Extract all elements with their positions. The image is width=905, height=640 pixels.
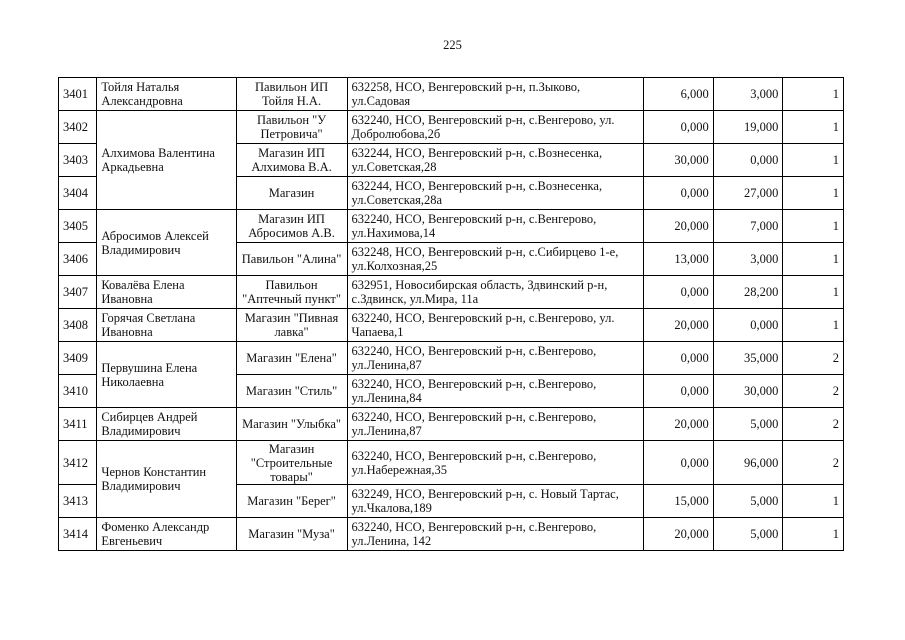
value-1: 20,000	[644, 408, 714, 441]
object-name: Магазин "Берег"	[236, 485, 347, 518]
owner-name: Фоменко Александр Евгеньевич	[97, 518, 236, 551]
value-1: 6,000	[644, 78, 714, 111]
owner-name: Алхимова Валентина Аркадьевна	[97, 111, 236, 210]
object-address: 632258, НСО, Венгеровский р-н, п.Зыково, ул.Садовая	[347, 78, 644, 111]
value-2: 5,000	[713, 518, 783, 551]
object-name: Магазин "Строительные товары"	[236, 441, 347, 485]
value-2: 96,000	[713, 441, 783, 485]
table-row	[59, 518, 844, 551]
object-name: Магазин ИП Алхимова В.А.	[236, 144, 347, 177]
value-2: 3,000	[713, 78, 783, 111]
registry-table	[58, 77, 844, 551]
row-number: 3411	[59, 408, 97, 441]
object-name: Магазин "Стиль"	[236, 375, 347, 408]
object-address: 632240, НСО, Венгеровский р-н, с.Венгерово, ул. Добролюбова,2б	[347, 111, 644, 144]
value-2: 5,000	[713, 485, 783, 518]
owner-name: Первушина Елена Николаевна	[97, 342, 236, 408]
object-name: Магазин ИП Абросимов А.В.	[236, 210, 347, 243]
value-1: 13,000	[644, 243, 714, 276]
object-name: Магазин "Улыбка"	[236, 408, 347, 441]
value-2: 7,000	[713, 210, 783, 243]
value-3: 1	[783, 276, 844, 309]
page-number: 225	[443, 38, 462, 52]
object-address: 632240, НСО, Венгеровский р-н, с.Венгерово, ул.Набережная,35	[347, 441, 644, 485]
row-number: 3413	[59, 485, 97, 518]
object-address: 632240, НСО, Венгеровский р-н, с.Венгерово, ул. Чапаева,1	[347, 309, 644, 342]
object-name: Павильон "Аптечный пункт"	[236, 276, 347, 309]
value-2: 5,000	[713, 408, 783, 441]
value-3: 1	[783, 78, 844, 111]
value-3: 1	[783, 210, 844, 243]
value-2: 19,000	[713, 111, 783, 144]
table-row	[59, 78, 844, 111]
row-number: 3414	[59, 518, 97, 551]
object-name: Павильон "Алина"	[236, 243, 347, 276]
value-1: 20,000	[644, 309, 714, 342]
value-3: 2	[783, 342, 844, 375]
object-address: 632240, НСО, Венгеровский р-н, с.Венгерово, ул.Ленина,84	[347, 375, 644, 408]
object-address: 632244, НСО, Венгеровский р-н, с.Вознесенка, ул.Советская,28а	[347, 177, 644, 210]
object-address: 632240, НСО, Венгеровский р-н, с.Венгерово, ул.Ленина, 142	[347, 518, 644, 551]
value-3: 1	[783, 518, 844, 551]
owner-name: Абросимов Алексей Владимирович	[97, 210, 236, 276]
value-2: 27,000	[713, 177, 783, 210]
value-3: 1	[783, 485, 844, 518]
object-name: Магазин "Пивная лавка"	[236, 309, 347, 342]
value-2: 35,000	[713, 342, 783, 375]
value-3: 1	[783, 177, 844, 210]
value-2: 28,200	[713, 276, 783, 309]
object-name: Магазин "Елена"	[236, 342, 347, 375]
object-address: 632240, НСО, Венгеровский р-н, с.Венгерово, ул.Нахимова,14	[347, 210, 644, 243]
row-number: 3404	[59, 177, 97, 210]
value-2: 3,000	[713, 243, 783, 276]
table-row	[59, 276, 844, 309]
value-1: 0,000	[644, 177, 714, 210]
table-row	[59, 309, 844, 342]
value-3: 1	[783, 243, 844, 276]
row-number: 3407	[59, 276, 97, 309]
value-1: 0,000	[644, 375, 714, 408]
row-number: 3403	[59, 144, 97, 177]
row-number: 3402	[59, 111, 97, 144]
row-number: 3406	[59, 243, 97, 276]
value-1: 20,000	[644, 518, 714, 551]
value-1: 20,000	[644, 210, 714, 243]
table-row	[59, 111, 844, 144]
owner-name: Горячая Светлана Ивановна	[97, 309, 236, 342]
table-row	[59, 342, 844, 375]
value-1: 0,000	[644, 342, 714, 375]
owner-name: Ковалёва Елена Ивановна	[97, 276, 236, 309]
value-3: 1	[783, 309, 844, 342]
object-address: 632249, НСО, Венгеровский р-н, с. Новый Тартас, ул.Чкалова,189	[347, 485, 644, 518]
row-number: 3401	[59, 78, 97, 111]
row-number: 3409	[59, 342, 97, 375]
table-row	[59, 408, 844, 441]
object-name: Магазин "Муза"	[236, 518, 347, 551]
value-3: 2	[783, 441, 844, 485]
owner-name: Чернов Константин Владимирович	[97, 441, 236, 518]
object-address: 632248, НСО, Венгеровский р-н, с.Сибирцево 1-е, ул.Колхозная,25	[347, 243, 644, 276]
object-address: 632240, НСО, Венгеровский р-н, с.Венгерово, ул.Ленина,87	[347, 342, 644, 375]
value-3: 1	[783, 111, 844, 144]
value-2: 0,000	[713, 309, 783, 342]
value-3: 2	[783, 408, 844, 441]
object-address: 632244, НСО, Венгеровский р-н, с.Вознесенка, ул.Советская,28	[347, 144, 644, 177]
row-number: 3405	[59, 210, 97, 243]
row-number: 3408	[59, 309, 97, 342]
value-1: 0,000	[644, 276, 714, 309]
object-address: 632951, Новосибирская область, Здвинский р-н, с.Здвинск, ул.Мира, 11а	[347, 276, 644, 309]
owner-name: Тойля Наталья Александровна	[97, 78, 236, 111]
object-name: Магазин	[236, 177, 347, 210]
value-1: 30,000	[644, 144, 714, 177]
value-1: 15,000	[644, 485, 714, 518]
object-address: 632240, НСО, Венгеровский р-н, с.Венгерово, ул.Ленина,87	[347, 408, 644, 441]
object-name: Павильон ИП Тойля Н.А.	[236, 78, 347, 111]
owner-name: Сибирцев Андрей Владимирович	[97, 408, 236, 441]
value-1: 0,000	[644, 111, 714, 144]
row-number: 3412	[59, 441, 97, 485]
value-3: 1	[783, 144, 844, 177]
value-2: 0,000	[713, 144, 783, 177]
object-name: Павильон "У Петровича"	[236, 111, 347, 144]
value-2: 30,000	[713, 375, 783, 408]
table-row	[59, 210, 844, 243]
value-3: 2	[783, 375, 844, 408]
row-number: 3410	[59, 375, 97, 408]
table-row	[59, 441, 844, 485]
value-1: 0,000	[644, 441, 714, 485]
